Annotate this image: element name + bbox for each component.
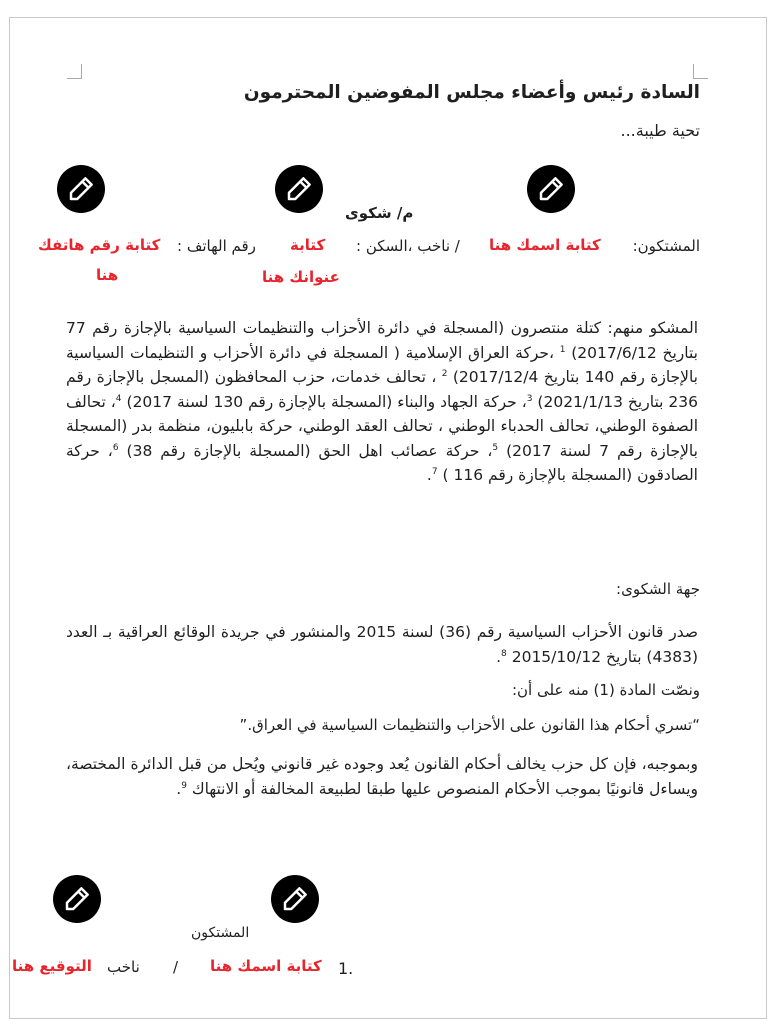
complainant-label: المشتكون:	[632, 237, 700, 255]
phone-placeholder-line2[interactable]: هنا	[96, 266, 119, 284]
signature-name-placeholder[interactable]: كتابة اسمك هنا	[210, 957, 322, 975]
complaint-party-label: جهة الشكوى:	[616, 580, 700, 598]
greeting: تحية طيبة...	[620, 121, 700, 140]
document-page	[9, 17, 767, 1019]
law-paragraph: صدر قانون الأحزاب السياسية رقم (36) لسنة 2015 والمنشور في جريدة الوقائع العراقية بـ العدد (4383) بتاريخ 2015/10/12 $^8$.	[66, 623, 698, 666]
article-intro: ونصّت المادة (1) منه على أن:	[511, 681, 700, 699]
pen-icon[interactable]	[53, 875, 101, 923]
pen-icon[interactable]	[527, 165, 575, 213]
consequence-paragraph: وبموجبه، فإن كل حزب يخالف أحكام القانون يُعد وجوده غير قانوني ويُحل من قبل الدائرة المختصة، ويساءل قانونيًا بموجب الأحكام المنصوص عليها طبقا لطبيعة المخالفة أو الانتهاك $^9$.	[66, 755, 698, 798]
pen-icon[interactable]	[57, 165, 105, 213]
defendants-paragraph: المشكو منهم: كتلة منتصرون (المسجلة في دائرة الأحزاب والتنظيمات السياسية بالإجازة رقم 77 بتاريخ 2017/6/12) $^1$ ،حركة العراق الإسلامية ( المسجلة في دائرة الأحزاب و التنظيمات السياسية بالإجازة رقم 140 بتاريخ 2017/12/4) $^2$ ، تحالف خدمات، حزب المحافظون (المسجل بالإجازة رقم 236 بتاريخ 2021/1/13) $^3$، حركة الجهاد والبناء (المسجلة بالإجازة رقم 130 لسنة 2017) $^4$، تحالف الصفوة الوطني، تحالف الحدباء الوطني ، تحالف العقد الوطني، حركة بابليون، منظمة بدر (المسجلة بالإجازة رقم 7 لسنة 2017) $^5$، حركة عصائب اهل الحق (المسجلة بالإجازة رقم 38) $^6$، حركة الصادقون (المسجلة بالإجازة رقم 116 ) $^7$.	[66, 319, 699, 484]
subject-line: م/ شكوى	[345, 204, 414, 222]
signature-label: المشتكون	[191, 925, 250, 941]
address-placeholder-line2[interactable]: عنوانك هنا	[262, 268, 340, 286]
signature-slash: /	[173, 958, 179, 976]
phone-placeholder[interactable]: كتابة رقم هاتفك	[38, 236, 161, 254]
pen-icon[interactable]	[271, 875, 319, 923]
phone-label: رقم الهاتف :	[177, 237, 256, 255]
signature-placeholder[interactable]: التوقيع هنا	[12, 957, 92, 975]
letter-heading: السادة رئيس وأعضاء مجلس المفوضين المحترمون	[243, 82, 700, 103]
pen-icon[interactable]	[275, 165, 323, 213]
law-quote: “تسري أحكام هذا القانون على الأحزاب والتنظيمات السياسية في العراق.”	[239, 716, 700, 734]
signature-number: 1.	[338, 959, 354, 978]
voter-label: ناخب	[107, 958, 140, 976]
address-placeholder[interactable]: كتابة	[290, 236, 326, 254]
name-placeholder[interactable]: كتابة اسمك هنا	[489, 236, 601, 254]
voter-residence-label: / ناخب ،السكن :	[356, 237, 460, 255]
margin-corner-mark	[693, 64, 708, 79]
margin-corner-mark	[67, 64, 82, 79]
